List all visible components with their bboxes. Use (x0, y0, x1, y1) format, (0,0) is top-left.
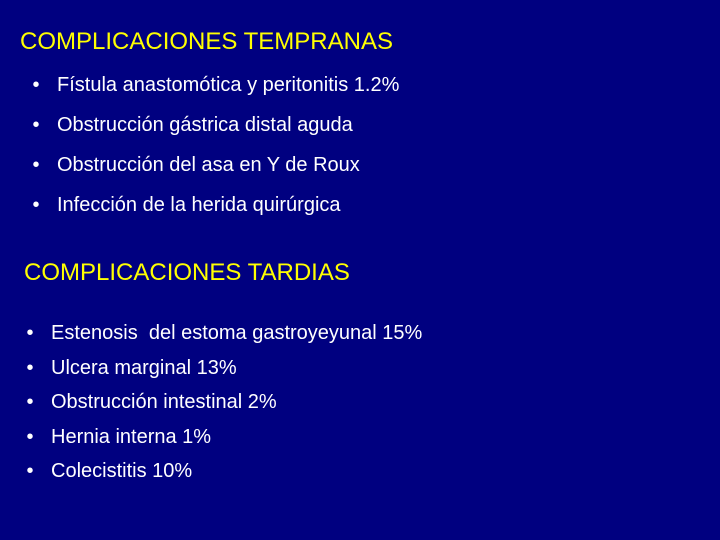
bullet-icon: • (26, 322, 34, 344)
list-item-text: Obstrucción del asa en Y de Roux (57, 154, 360, 176)
bullet-icon: • (32, 194, 40, 216)
list-item (29, 113, 399, 153)
list-item-text: Obstrucción gástrica distal aguda (57, 114, 353, 136)
bullet-icon: • (32, 74, 40, 96)
list-item-text: Colecistitis 10% (51, 460, 193, 482)
list-item (29, 153, 399, 193)
bullet-icon: • (32, 114, 40, 136)
list-item-text: Infección de la herida quirúrgica (57, 194, 341, 216)
list-item-text: Obstrucción intestinal 2% (51, 391, 277, 413)
list-item-text: Fístula anastomótica y peritonitis 1.2% (57, 74, 400, 96)
early-complications-heading: COMPLICACIONES TEMPRANAS (20, 28, 393, 55)
list-item (23, 425, 422, 460)
list-item (29, 73, 399, 113)
list-item-text: Ulcera marginal 13% (51, 356, 237, 379)
bullet-icon: • (26, 356, 34, 379)
late-complications-list (23, 321, 422, 494)
list-item (23, 356, 422, 391)
bullet-icon: • (26, 425, 34, 448)
list-item (29, 193, 399, 233)
bullet-icon: • (32, 154, 40, 176)
list-item (23, 390, 422, 425)
list-item (23, 459, 422, 494)
bullet-icon: • (26, 460, 34, 482)
list-item (23, 321, 422, 356)
early-complications-list (29, 73, 399, 233)
bullet-icon: • (26, 391, 34, 413)
late-complications-heading: COMPLICACIONES TARDIAS (24, 259, 350, 286)
list-item-text: Estenosis del estoma gastroyeyunal 15% (51, 322, 423, 344)
list-item-text: Hernia interna 1% (51, 425, 212, 448)
